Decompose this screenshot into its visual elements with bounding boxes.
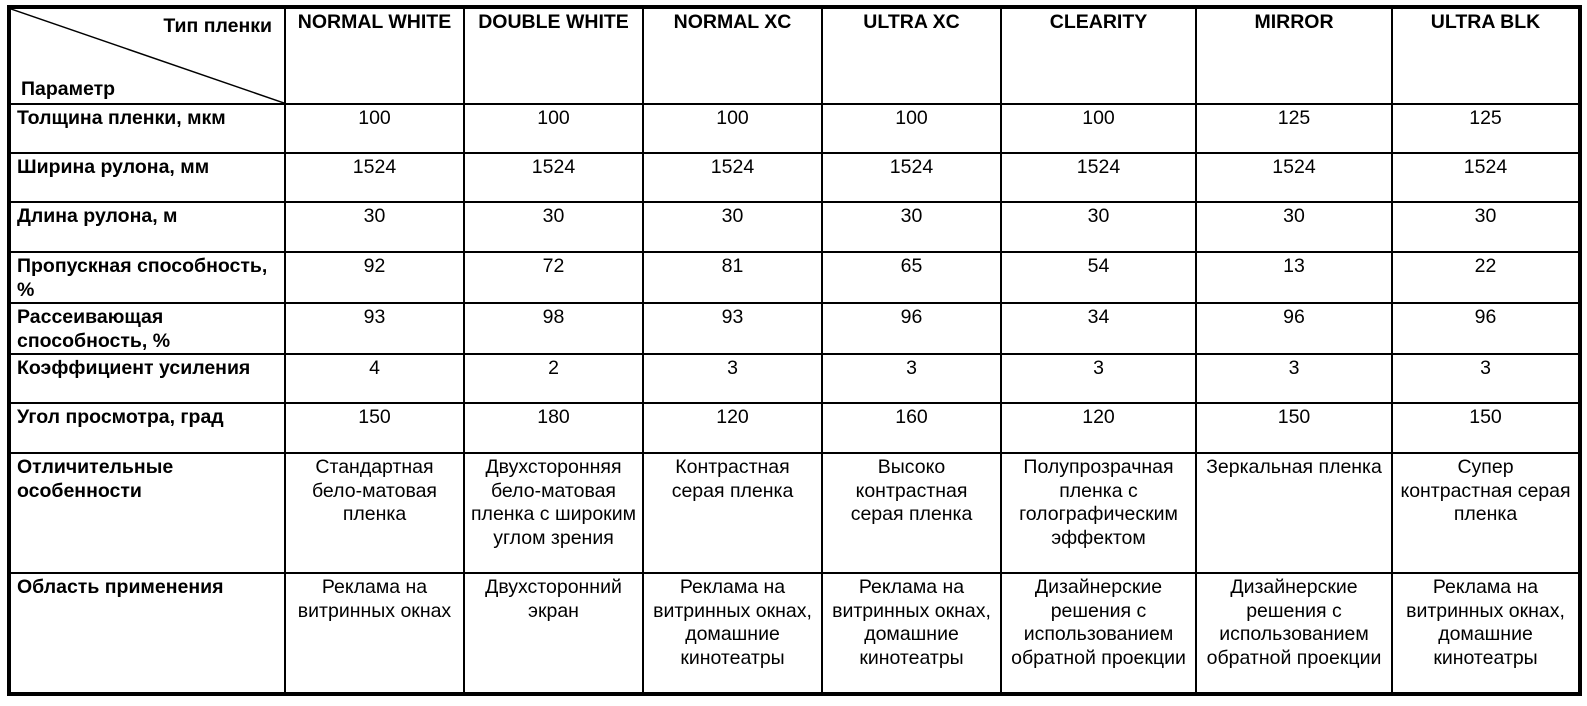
row-label: Пропускная способность, % bbox=[9, 252, 285, 303]
row-label: Рассеивающая способность, % bbox=[9, 303, 285, 354]
table-cell: 4 bbox=[285, 354, 464, 403]
row-label: Толщина пленки, мкм bbox=[9, 104, 285, 153]
table-cell: 54 bbox=[1001, 252, 1196, 303]
column-header: NORMAL WHITE bbox=[285, 7, 464, 104]
row-label: Коэффициент усиления bbox=[9, 354, 285, 403]
table-cell: 1524 bbox=[643, 153, 822, 202]
column-header: NORMAL XC bbox=[643, 7, 822, 104]
film-spec-table bbox=[7, 5, 1582, 696]
table-cell: 120 bbox=[643, 403, 822, 453]
table-row bbox=[9, 252, 1580, 303]
table-cell: 1524 bbox=[285, 153, 464, 202]
table-row bbox=[9, 354, 1580, 403]
table-cell: 96 bbox=[1392, 303, 1580, 354]
table-cell: 2 bbox=[464, 354, 643, 403]
table-cell: 98 bbox=[464, 303, 643, 354]
table-cell: 30 bbox=[822, 202, 1001, 252]
table-cell: 3 bbox=[643, 354, 822, 403]
table-cell: Полупрозрачная пленка с голографическим эффектом bbox=[1001, 453, 1196, 573]
table-cell: 34 bbox=[1001, 303, 1196, 354]
spec-sheet bbox=[7, 5, 1578, 696]
table-cell: 1524 bbox=[1001, 153, 1196, 202]
row-label: Область применения bbox=[9, 573, 285, 694]
table-cell: 3 bbox=[1001, 354, 1196, 403]
row-label: Длина рулона, м bbox=[9, 202, 285, 252]
table-cell: 100 bbox=[285, 104, 464, 153]
column-header: ULTRA BLK bbox=[1392, 7, 1580, 104]
table-cell: Двухсторонняя бело-матовая пленка с широким углом зрения bbox=[464, 453, 643, 573]
table-cell: 30 bbox=[285, 202, 464, 252]
table-row bbox=[9, 202, 1580, 252]
table-cell: Реклама на витринных окнах, домашние кинотеатры bbox=[822, 573, 1001, 694]
table-cell: Дизайнерские решения с использованием обратной проекции bbox=[1001, 573, 1196, 694]
table-cell: 100 bbox=[643, 104, 822, 153]
table-cell: Реклама на витринных окнах bbox=[285, 573, 464, 694]
corner-label-parameter: Параметр bbox=[21, 77, 116, 100]
row-label: Угол просмотра, град bbox=[9, 403, 285, 453]
table-cell: 125 bbox=[1392, 104, 1580, 153]
table-cell: Реклама на витринных окнах, домашние кинотеатры bbox=[643, 573, 822, 694]
table-cell: 65 bbox=[822, 252, 1001, 303]
table-cell: 150 bbox=[1196, 403, 1392, 453]
table-cell: 3 bbox=[1196, 354, 1392, 403]
table-cell: 125 bbox=[1196, 104, 1392, 153]
table-cell: 30 bbox=[464, 202, 643, 252]
column-header: CLEARITY bbox=[1001, 7, 1196, 104]
table-row bbox=[9, 104, 1580, 153]
table-cell: 100 bbox=[1001, 104, 1196, 153]
table-cell: 1524 bbox=[464, 153, 643, 202]
table-cell: Высоко контрастная серая пленка bbox=[822, 453, 1001, 573]
table-cell: 13 bbox=[1196, 252, 1392, 303]
header-corner-cell bbox=[9, 7, 285, 104]
table-cell: 3 bbox=[1392, 354, 1580, 403]
table-cell: 30 bbox=[1392, 202, 1580, 252]
table-cell: 96 bbox=[822, 303, 1001, 354]
table-cell: 150 bbox=[1392, 403, 1580, 453]
row-label: Отличительные особенности bbox=[9, 453, 285, 573]
table-cell: Стандартная бело-матовая пленка bbox=[285, 453, 464, 573]
corner-label-film-type: Тип пленки bbox=[163, 15, 272, 37]
table-row bbox=[9, 453, 1580, 573]
table-cell: Супер контрастная серая пленка bbox=[1392, 453, 1580, 573]
table-cell: Зеркальная пленка bbox=[1196, 453, 1392, 573]
table-cell: 30 bbox=[643, 202, 822, 252]
table-cell: Реклама на витринных окнах, домашние кинотеатры bbox=[1392, 573, 1580, 694]
table-cell: 96 bbox=[1196, 303, 1392, 354]
table-cell: 100 bbox=[464, 104, 643, 153]
table-cell: 72 bbox=[464, 252, 643, 303]
header-row bbox=[9, 7, 1580, 104]
table-row bbox=[9, 153, 1580, 202]
table-cell: 93 bbox=[643, 303, 822, 354]
table-cell: 92 bbox=[285, 252, 464, 303]
table-cell: Дизайнерские решения с использованием обратной проекции bbox=[1196, 573, 1392, 694]
table-cell: 1524 bbox=[1392, 153, 1580, 202]
table-cell: 30 bbox=[1001, 202, 1196, 252]
table-cell: 93 bbox=[285, 303, 464, 354]
table-cell: 3 bbox=[822, 354, 1001, 403]
table-cell: 150 bbox=[285, 403, 464, 453]
table-cell: 22 bbox=[1392, 252, 1580, 303]
table-cell: 160 bbox=[822, 403, 1001, 453]
row-label: Ширина рулона, мм bbox=[9, 153, 285, 202]
column-header: MIRROR bbox=[1196, 7, 1392, 104]
table-row bbox=[9, 573, 1580, 694]
table-cell: 1524 bbox=[822, 153, 1001, 202]
table-cell: 120 bbox=[1001, 403, 1196, 453]
table-cell: Двухсторонний экран bbox=[464, 573, 643, 694]
table-cell: 30 bbox=[1196, 202, 1392, 252]
column-header: ULTRA XC bbox=[822, 7, 1001, 104]
table-cell: 81 bbox=[643, 252, 822, 303]
table-cell: 100 bbox=[822, 104, 1001, 153]
table-cell: 180 bbox=[464, 403, 643, 453]
table-row bbox=[9, 303, 1580, 354]
table-cell: 1524 bbox=[1196, 153, 1392, 202]
table-cell: Контрастная серая пленка bbox=[643, 453, 822, 573]
column-header: DOUBLE WHITE bbox=[464, 7, 643, 104]
table-row bbox=[9, 403, 1580, 453]
